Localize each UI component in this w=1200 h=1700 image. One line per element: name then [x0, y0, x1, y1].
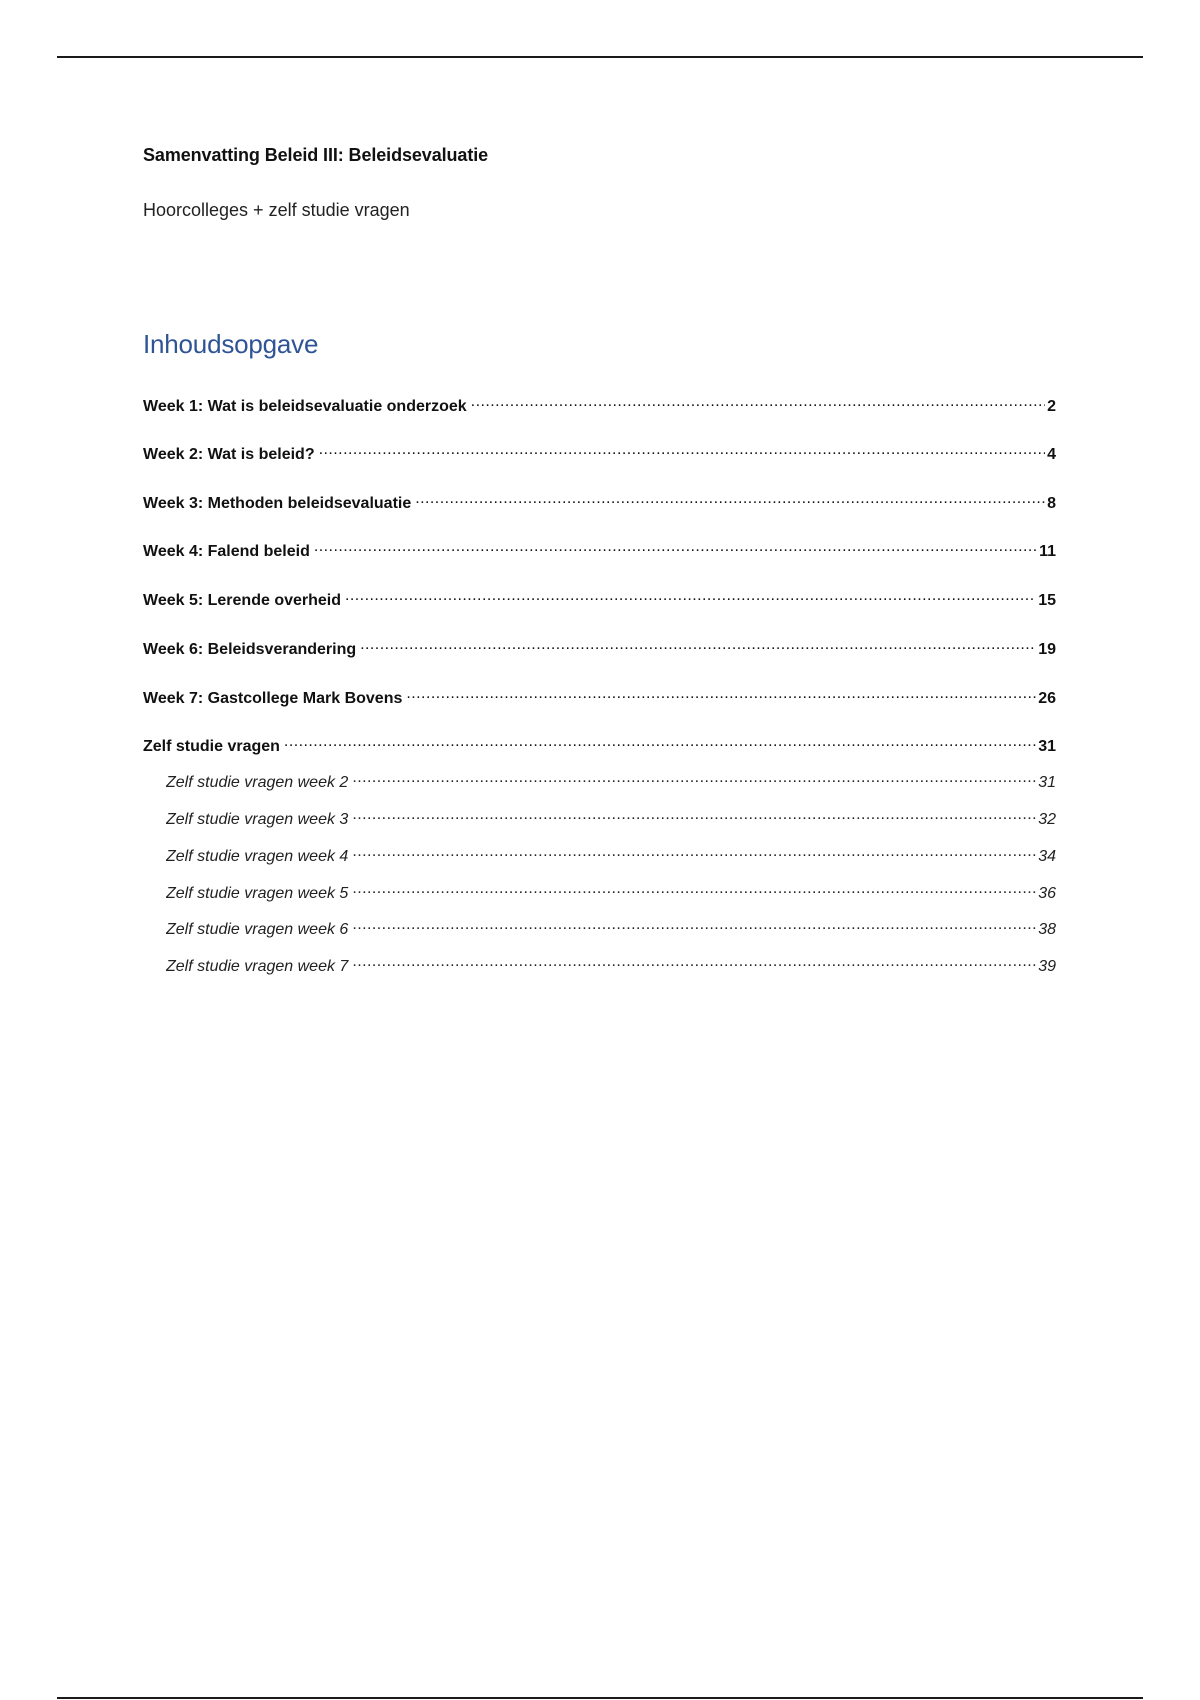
toc-entry-page: 2	[1047, 398, 1056, 415]
toc-entry-label: Zelf studie vragen week 2	[166, 774, 349, 791]
toc-entry-label: Zelf studie vragen week 6	[166, 921, 349, 938]
toc-entry-page: 4	[1047, 446, 1056, 463]
toc-dot-leader	[284, 735, 1036, 751]
toc-subentry-week-7[interactable]	[166, 955, 1056, 976]
toc-entry-page: 15	[1038, 592, 1056, 609]
toc-subentry-week-6[interactable]	[166, 918, 1056, 939]
toc-entry-page: 8	[1047, 495, 1056, 512]
toc-entry-page: 11	[1039, 543, 1056, 560]
toc-dot-leader	[345, 589, 1036, 605]
toc-heading: Inhoudsopgave	[143, 329, 319, 359]
toc-dot-leader	[415, 492, 1045, 508]
toc-entry-label: Week 7: Gastcollege Mark Bovens	[143, 690, 403, 707]
footer-rule	[57, 1697, 1143, 1699]
toc-dot-leader	[319, 443, 1045, 459]
toc-dot-leader	[352, 771, 1036, 787]
toc-entry-label: Week 2: Wat is beleid?	[143, 446, 315, 463]
toc-entry-label: Week 3: Methoden beleidsevaluatie	[143, 495, 412, 512]
toc-entry-page: 31	[1038, 738, 1056, 755]
toc-entry-page: 38	[1038, 921, 1056, 938]
toc-entry-page: 32	[1038, 811, 1056, 828]
toc-dot-leader	[352, 882, 1036, 898]
toc-dot-leader	[360, 638, 1036, 654]
toc-entry-label: Week 6: Beleidsverandering	[143, 641, 357, 658]
toc-dot-leader	[406, 687, 1036, 703]
document-subtitle: Hoorcolleges + zelf studie vragen	[143, 200, 410, 220]
toc-entry-week-2[interactable]	[143, 443, 1056, 464]
toc-dot-leader	[352, 955, 1036, 971]
toc-entry-page: 31	[1038, 774, 1056, 791]
document-title: Samenvatting Beleid III: Beleidsevaluatie	[143, 145, 489, 165]
toc-entry-week-7[interactable]	[143, 687, 1056, 708]
toc-entry-page: 19	[1038, 641, 1056, 658]
toc-entry-label: Week 1: Wat is beleidsevaluatie onderzoek	[143, 398, 467, 415]
toc-subentry-week-5[interactable]	[166, 882, 1056, 903]
toc-entry-label: Zelf studie vragen week 3	[166, 811, 349, 828]
toc-entry-label: Zelf studie vragen	[143, 738, 280, 755]
toc-entry-zelf-studie-vragen[interactable]	[143, 735, 1056, 756]
toc-dot-leader	[352, 918, 1036, 934]
toc-entry-week-3[interactable]	[143, 492, 1056, 513]
toc-entry-label: Week 5: Lerende overheid	[143, 592, 341, 609]
toc-dot-leader	[314, 540, 1037, 556]
toc-entry-week-1[interactable]	[143, 395, 1056, 416]
toc-subentry-week-2[interactable]	[166, 771, 1056, 792]
toc-entry-week-6[interactable]	[143, 638, 1056, 659]
toc-dot-leader	[352, 845, 1036, 861]
toc-entry-week-5[interactable]	[143, 589, 1056, 610]
toc-entry-label: Week 4: Falend beleid	[143, 543, 310, 560]
toc-subentry-week-3[interactable]	[166, 808, 1056, 829]
toc-entry-page: 34	[1038, 848, 1056, 865]
toc-entry-label: Zelf studie vragen week 7	[166, 958, 349, 975]
toc-entry-page: 36	[1038, 885, 1056, 902]
toc-entry-week-4[interactable]	[143, 540, 1056, 561]
toc-entry-page: 39	[1038, 958, 1056, 975]
toc-subentry-week-4[interactable]	[166, 845, 1056, 866]
toc-entry-page: 26	[1038, 690, 1056, 707]
toc-dot-leader	[471, 395, 1045, 411]
toc-entry-label: Zelf studie vragen week 4	[166, 848, 349, 865]
toc-entry-label: Zelf studie vragen week 5	[166, 885, 349, 902]
toc-dot-leader	[352, 808, 1036, 824]
